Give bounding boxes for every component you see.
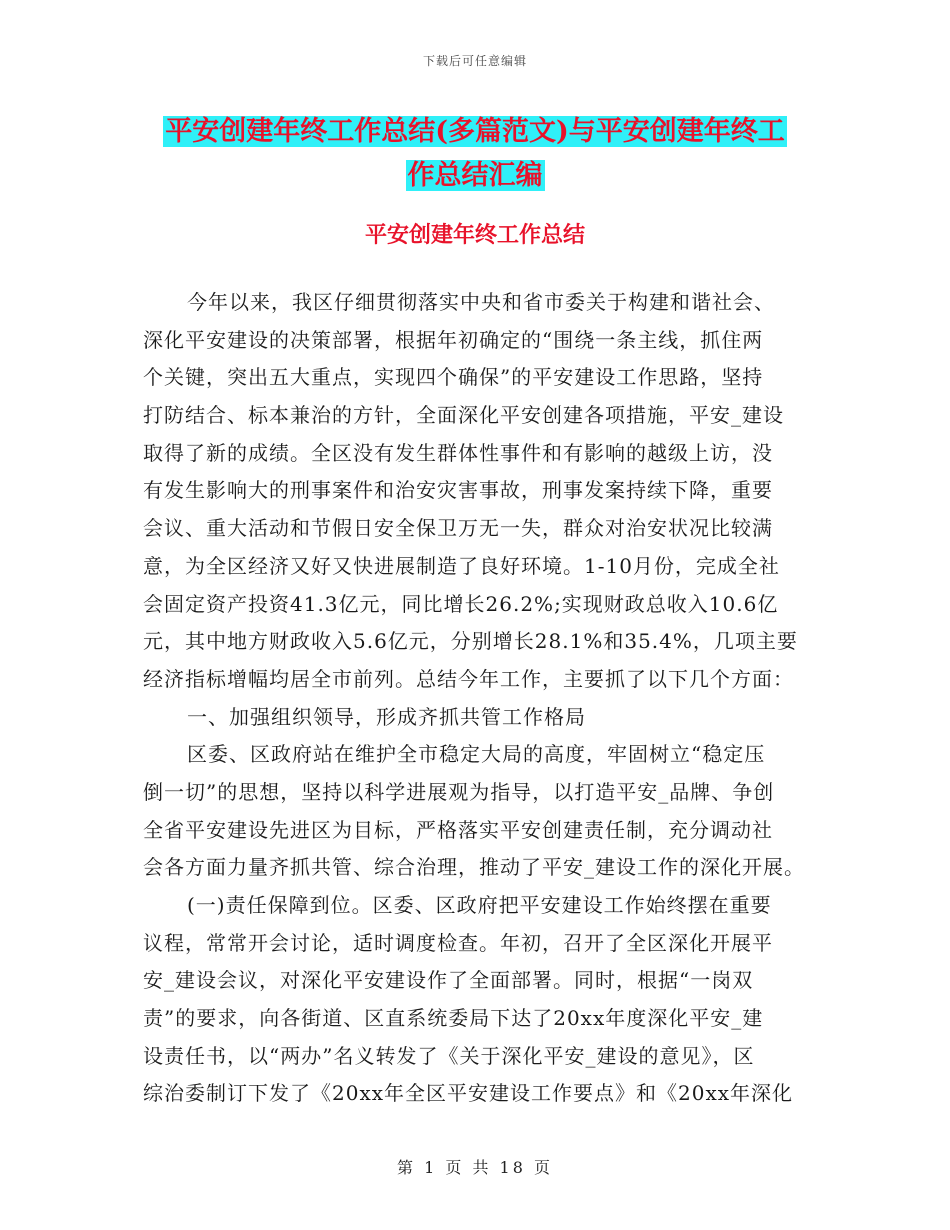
text-line: 今年以来，我区仔细贯彻落实中央和省市委关于构建和谐社会、 (187, 290, 775, 314)
header-note: 下载后可任意编辑 (422, 54, 527, 68)
text-line: 个关键，突出五大重点，实现四个确保”的平安建设工作思路，坚持 (143, 365, 764, 390)
text-line: 一、加强组织领导，形成齐抓共管工作格局 (187, 704, 586, 729)
text-line: 有发生影响大的刑事案件和治安灾害事故，刑事发案持续下降，重要 (143, 478, 773, 503)
text-line: 综治委制订下发了《20xx年全区平安建设工作要点》和《20xx年深化 (143, 1081, 794, 1106)
text-line: 安_建设会议，对深化平安建设作了全面部署。同时，根据“一岗双 (143, 968, 754, 993)
text-line: 经济指标增幅均居全市前列。总结今年工作，主要抓了以下几个方面： (143, 666, 794, 691)
text-line: 责”的要求，向各街道、区直系统委局下达了20xx年度深化平安_建 (143, 1006, 764, 1031)
text-line: 会固定资产投资41.3亿元，同比增长26.2%;实现财政总收入10.6亿 (143, 591, 779, 616)
text-line: 会议、重大活动和节假日安全保卫万无一失，群众对治安状况比较满 (143, 516, 773, 541)
title-line-2: 作总结汇编 (407, 160, 543, 191)
text-line: 取得了新的成绩。全区没有发生群体性事件和有影响的越级上访，没 (143, 440, 773, 465)
text-line: 全省平安建设先进区为目标，严格落实平安创建责任制，充分调动社 (143, 817, 773, 842)
text-line: 会各方面力量齐抓共管、综合治理，推动了平安_建设工作的深化开展。 (143, 855, 805, 880)
text-line: 区委、区政府站在维护全市稳定大局的高度，牢固树立“稳定压 (187, 742, 766, 767)
text-line: 打防结合、标本兼治的方针，全面深化平安创建各项措施，平安_建设 (143, 403, 784, 428)
text-line: 意，为全区经济又好又快进展制造了良好环境。1-10月份，完成全社 (143, 553, 780, 578)
text-line: 议程，常常开会讨论，适时调度检查。年初，召开了全区深化开展平 (143, 930, 773, 955)
title-line-1: 平安创建年终工作总结(多篇范文)与平安创建年终工 (165, 116, 785, 147)
text-line: (一)责任保障到位。区委、区政府把平安建设工作始终摆在重要 (187, 893, 772, 917)
text-line: 深化平安建设的决策部署，根据年初确定的“围绕一条主线，抓住两 (143, 327, 764, 352)
body-text (143, 284, 823, 1113)
text-line: 元，其中地方财政收入5.6亿元，分别增长28.1%和35.4%，几项主要 (143, 629, 798, 654)
page-footer: 第 1 页 共 18 页 (397, 1158, 553, 1177)
document-title (0, 110, 950, 198)
text-line: 倒一切”的思想，坚持以科学进展观为指导，以打造平安_品牌、争创 (143, 779, 775, 804)
section-title: 平安创建年终工作总结 (364, 222, 585, 248)
text-line: 设责任书，以“两办”名义转发了《关于深化平安_建设的意见》，区 (143, 1043, 755, 1068)
